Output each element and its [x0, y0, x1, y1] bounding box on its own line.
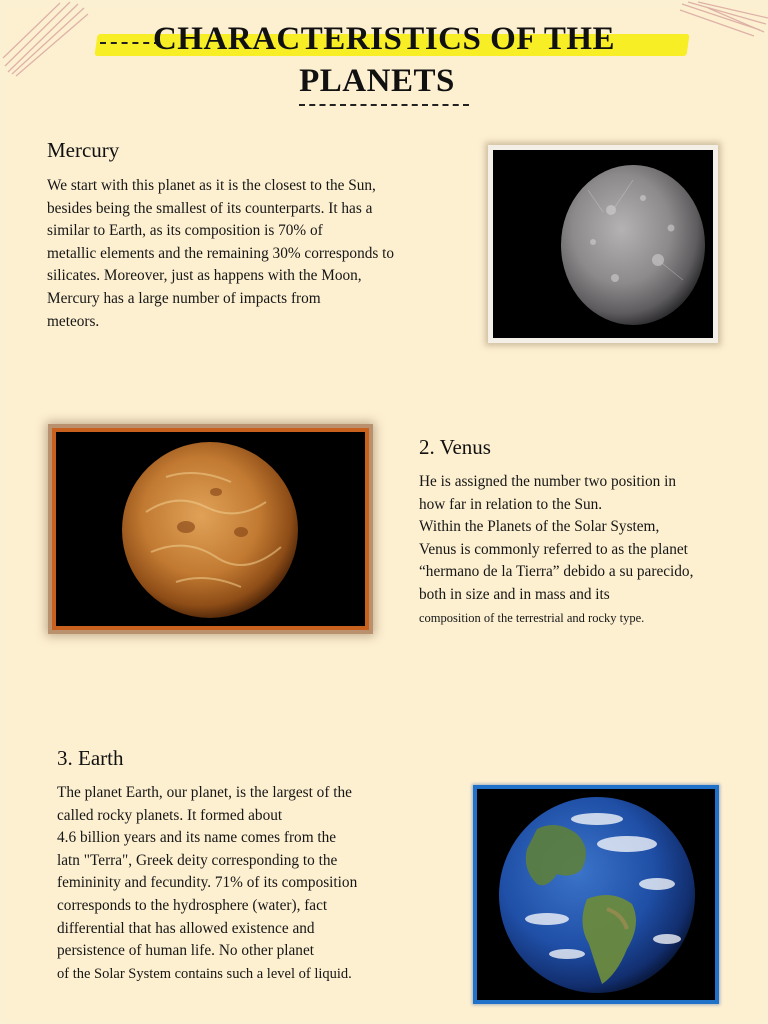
earth-heading: 3. Earth [57, 746, 124, 770]
mercury-line-1: We start with this planet as it is the closest to the Sun, [47, 177, 376, 194]
mercury-line-3: similar to Earth, as its composition is 70% of [47, 222, 323, 240]
venus-photo [52, 428, 369, 630]
earth-line-7: differential that has allowed existence and [57, 919, 315, 937]
venus-line-4: Venus is commonly referred to as the planet [419, 540, 688, 558]
earth-line-4: latn "Terra", Greek deity corresponding to the [57, 851, 338, 869]
mercury-line-6: Mercury has a large number of impacts from [47, 289, 321, 307]
venus-line-7: composition of the terrestrial and rocky type. [419, 610, 645, 625]
earth-line-3: 4.6 billion years and its name comes from the [57, 829, 337, 847]
earth-photo [473, 785, 719, 1004]
title-line-1: CHARACTERISTICS OF THE [152, 21, 616, 57]
venus-line-1: He is assigned the number two position in [419, 473, 677, 490]
venus-line-5: “hermano de la Tierra” debido a su parecido, [419, 563, 694, 581]
earth-line-6: corresponds to the hydrosphere (water), fact [57, 896, 328, 914]
earth-line-2: called rocky planets. It formed about [57, 806, 283, 824]
earth-line-8: persistence of human life. No other planet [57, 942, 314, 960]
earth-line-5: femininity and fecundity. 71% of its composition [57, 874, 358, 892]
earth-line-9: of the Solar System contains such a level of liquid. [57, 965, 352, 982]
earth-paragraph [57, 782, 417, 985]
mercury-line-4: metallic elements and the remaining 30% corresponds to [47, 244, 395, 262]
mercury-paragraph [47, 175, 467, 333]
title-block [0, 18, 768, 106]
mercury-line-2: besides being the smallest of its counterparts. It has a [47, 199, 373, 217]
venus-line-2: how far in relation to the Sun. [419, 495, 603, 513]
mercury-line-5: silicates. Moreover, just as happens with the Moon, [47, 267, 362, 285]
earth-line-1: The planet Earth, our planet, is the largest of the [57, 784, 352, 801]
title-line-2: PLANETS [299, 60, 469, 106]
mercury-heading: Mercury [47, 138, 120, 162]
page-title [0, 18, 768, 106]
mercury-photo [488, 145, 718, 343]
venus-heading: 2. Venus [419, 435, 491, 459]
mercury-line-7: meteors. [47, 312, 100, 330]
venus-line-3: Within the Planets of the Solar System, [419, 518, 660, 536]
venus-line-6: both in size and in mass and its [419, 585, 610, 603]
venus-paragraph [419, 471, 749, 629]
